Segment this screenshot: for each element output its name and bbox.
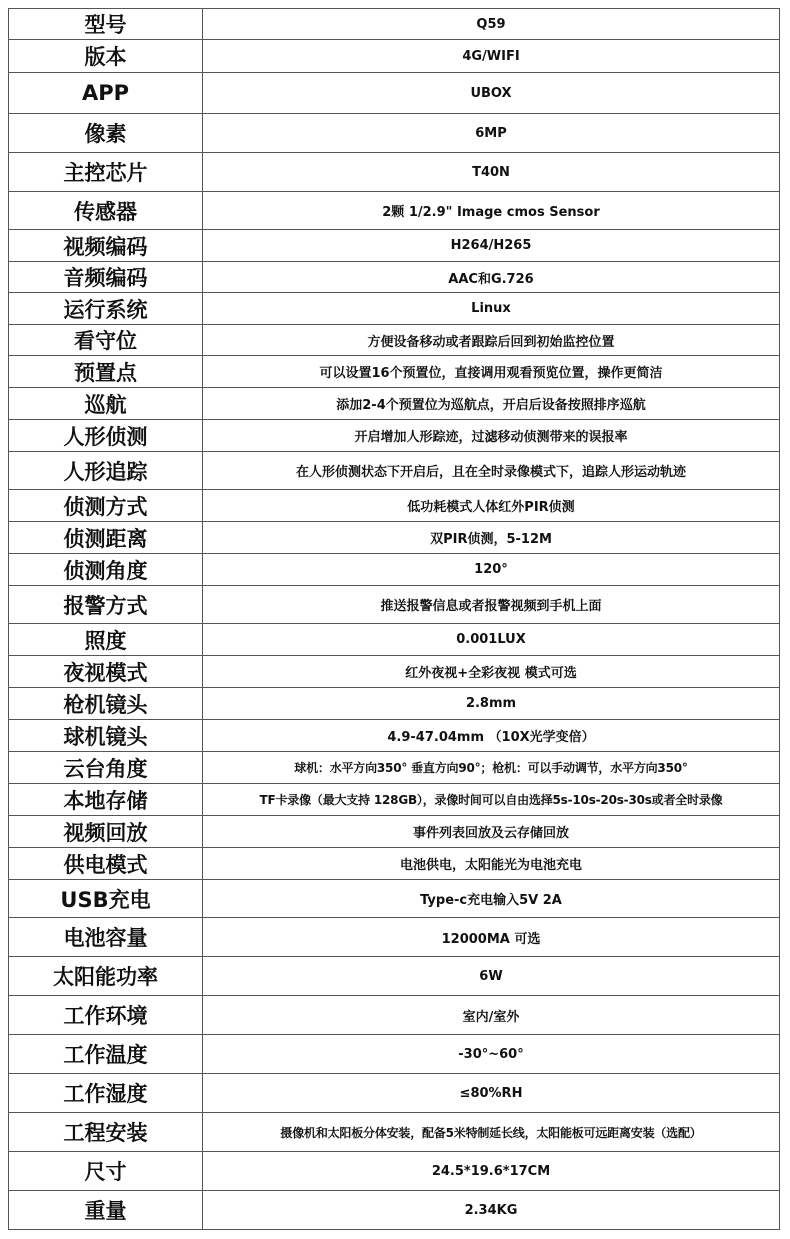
spec-label: 版本 (9, 40, 203, 73)
spec-label: 型号 (9, 9, 203, 40)
spec-row (9, 490, 780, 522)
spec-value: T40N (203, 153, 780, 192)
spec-row (9, 325, 780, 356)
spec-label: 照度 (9, 624, 203, 656)
spec-label: 夜视模式 (9, 656, 203, 688)
spec-label: 人形追踪 (9, 452, 203, 490)
spec-row (9, 153, 780, 192)
spec-label: 重量 (9, 1191, 203, 1230)
spec-value: 0.001LUX (203, 624, 780, 656)
spec-value: UBOX (203, 73, 780, 114)
spec-value: 4G/WIFI (203, 40, 780, 73)
spec-value: 事件列表回放及云存储回放 (203, 816, 780, 848)
spec-label: 看守位 (9, 325, 203, 356)
spec-row (9, 918, 780, 957)
spec-row (9, 114, 780, 153)
spec-row (9, 230, 780, 262)
spec-value: 推送报警信息或者报警视频到手机上面 (203, 586, 780, 624)
spec-value: 方便设备移动或者跟踪后回到初始监控位置 (203, 325, 780, 356)
spec-row (9, 586, 780, 624)
spec-label: 工作温度 (9, 1035, 203, 1074)
spec-label: 报警方式 (9, 586, 203, 624)
spec-value: 6MP (203, 114, 780, 153)
spec-row (9, 784, 780, 816)
spec-label: 侦测方式 (9, 490, 203, 522)
spec-label: 电池容量 (9, 918, 203, 957)
spec-row (9, 1113, 780, 1152)
spec-value: 4.9-47.04mm （10X光学变倍） (203, 720, 780, 752)
spec-value: 红外夜视+全彩夜视 模式可选 (203, 656, 780, 688)
spec-row (9, 554, 780, 586)
spec-row (9, 9, 780, 40)
spec-value: -30°~60° (203, 1035, 780, 1074)
spec-value: 摄像机和太阳板分体安装，配备5米特制延长线，太阳能板可远距离安装（选配） (203, 1113, 780, 1152)
spec-label: 视频回放 (9, 816, 203, 848)
spec-value: 24.5*19.6*17CM (203, 1152, 780, 1191)
spec-row (9, 1074, 780, 1113)
spec-row (9, 1152, 780, 1191)
spec-label: 运行系统 (9, 293, 203, 325)
spec-row (9, 752, 780, 784)
spec-row (9, 40, 780, 73)
spec-value: Linux (203, 293, 780, 325)
spec-value: 2.8mm (203, 688, 780, 720)
spec-row (9, 996, 780, 1035)
spec-value: H264/H265 (203, 230, 780, 262)
spec-value: 120° (203, 554, 780, 586)
spec-label: APP (9, 73, 203, 114)
spec-label: 枪机镜头 (9, 688, 203, 720)
spec-row (9, 420, 780, 452)
spec-row (9, 192, 780, 230)
spec-value: 双PIR侦测，5-12M (203, 522, 780, 554)
spec-value: Q59 (203, 9, 780, 40)
spec-row (9, 624, 780, 656)
spec-label: 尺寸 (9, 1152, 203, 1191)
spec-label: 人形侦测 (9, 420, 203, 452)
spec-row (9, 880, 780, 918)
spec-label: 工作湿度 (9, 1074, 203, 1113)
spec-label: 像素 (9, 114, 203, 153)
spec-value: TF卡录像（最大支持 128GB），录像时间可以自由选择5s-10s-20s-30s或者全时录像 (203, 784, 780, 816)
spec-value: 开启增加人形踪迹，过滤移动侦测带来的误报率 (203, 420, 780, 452)
spec-value: 低功耗模式人体红外PIR侦测 (203, 490, 780, 522)
spec-row (9, 720, 780, 752)
spec-label: 巡航 (9, 388, 203, 420)
spec-label: 音频编码 (9, 262, 203, 293)
spec-row (9, 848, 780, 880)
spec-row (9, 356, 780, 388)
spec-label: 侦测角度 (9, 554, 203, 586)
spec-label: 工程安装 (9, 1113, 203, 1152)
spec-table-body (9, 9, 780, 1230)
spec-label: 供电模式 (9, 848, 203, 880)
spec-row (9, 262, 780, 293)
spec-value: 可以设置16个预置位，直接调用观看预览位置，操作更简洁 (203, 356, 780, 388)
spec-label: 预置点 (9, 356, 203, 388)
spec-value: AAC和G.726 (203, 262, 780, 293)
spec-value: 6W (203, 957, 780, 996)
spec-value: 在人形侦测状态下开启后，且在全时录像模式下，追踪人形运动轨迹 (203, 452, 780, 490)
spec-row (9, 73, 780, 114)
spec-value: 2颗 1/2.9" Image cmos Sensor (203, 192, 780, 230)
spec-label: USB充电 (9, 880, 203, 918)
spec-row (9, 1191, 780, 1230)
spec-row (9, 656, 780, 688)
spec-row (9, 957, 780, 996)
spec-label: 太阳能功率 (9, 957, 203, 996)
spec-value: 12000MA 可选 (203, 918, 780, 957)
spec-row (9, 293, 780, 325)
spec-label: 视频编码 (9, 230, 203, 262)
spec-table (8, 8, 780, 1230)
spec-value: Type-c充电输入5V 2A (203, 880, 780, 918)
spec-value: ≤80%RH (203, 1074, 780, 1113)
spec-row (9, 1035, 780, 1074)
spec-label: 传感器 (9, 192, 203, 230)
spec-row (9, 452, 780, 490)
spec-label: 云台角度 (9, 752, 203, 784)
spec-row (9, 522, 780, 554)
spec-label: 工作环境 (9, 996, 203, 1035)
spec-row (9, 688, 780, 720)
spec-value: 球机：水平方向350° 垂直方向90°；枪机：可以手动调节，水平方向350° (203, 752, 780, 784)
spec-row (9, 388, 780, 420)
spec-value: 2.34KG (203, 1191, 780, 1230)
spec-label: 本地存储 (9, 784, 203, 816)
spec-label: 主控芯片 (9, 153, 203, 192)
spec-label: 侦测距离 (9, 522, 203, 554)
spec-label: 球机镜头 (9, 720, 203, 752)
spec-value: 室内/室外 (203, 996, 780, 1035)
spec-value: 添加2-4个预置位为巡航点，开启后设备按照排序巡航 (203, 388, 780, 420)
spec-value: 电池供电，太阳能光为电池充电 (203, 848, 780, 880)
spec-row (9, 816, 780, 848)
